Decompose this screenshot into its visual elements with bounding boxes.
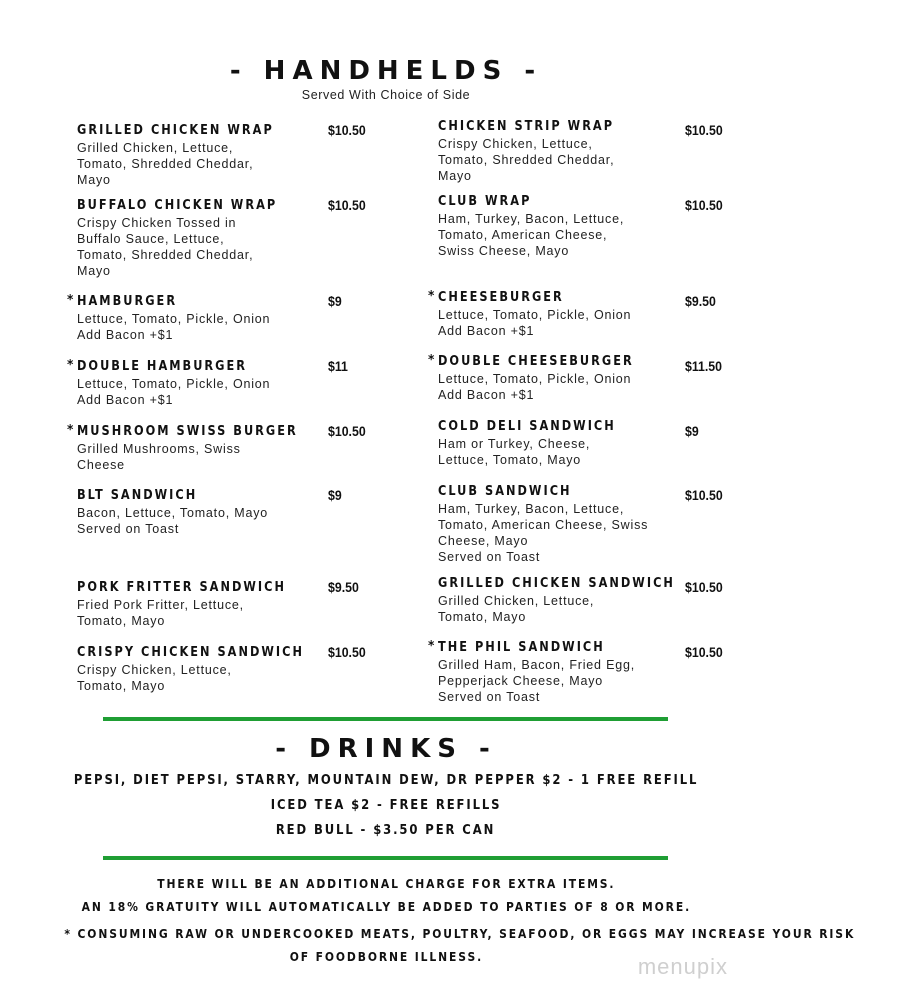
drinks-title: - DRINKS - — [275, 734, 497, 764]
item-price: $10.50 — [685, 644, 723, 660]
item-name: CLUB WRAP — [438, 193, 532, 209]
item-price: $10.50 — [328, 423, 366, 439]
item-price: $9.50 — [328, 579, 359, 595]
item-star: * — [67, 422, 76, 438]
item-name: CHICKEN STRIP WRAP — [438, 118, 615, 134]
item-price: $10.50 — [685, 579, 723, 595]
drinks-line-text: ICED TEA $2 - FREE REFILLS — [270, 797, 502, 813]
item-price: $10.50 — [328, 122, 366, 138]
item-description: Lettuce, Tomato, Pickle, Onion Add Bacon +$1 — [77, 377, 271, 407]
item-description: Lettuce, Tomato, Pickle, Onion Add Bacon +$1 — [438, 308, 632, 338]
item-name: CHEESEBURGER — [438, 289, 564, 305]
item-price: $9 — [685, 423, 699, 439]
drinks-line — [0, 797, 772, 813]
menu-item — [67, 422, 340, 473]
item-name: BUFFALO CHICKEN WRAP — [77, 197, 278, 213]
item-name: PORK FRITTER SANDWICH — [77, 579, 287, 595]
item-name: CRISPY CHICKEN SANDWICH — [77, 644, 304, 660]
section-divider — [103, 856, 668, 860]
menu-item — [438, 192, 624, 259]
item-description: Fried Pork Fritter, Lettuce, Tomato, Mayo — [77, 598, 244, 628]
handhelds-title: - HANDHELDS - — [229, 56, 543, 86]
item-star: * — [428, 638, 437, 654]
menu-item — [438, 574, 720, 625]
menu-item — [77, 578, 326, 629]
item-star: * — [428, 352, 437, 368]
item-name: GRILLED CHICKEN SANDWICH — [438, 575, 675, 591]
item-price: $10.50 — [685, 487, 723, 503]
item-price: $9 — [328, 293, 342, 309]
item-description: Grilled Chicken, Lettuce, Tomato, Mayo — [438, 594, 595, 624]
drinks-line — [0, 772, 772, 788]
item-name: MUSHROOM SWISS BURGER — [77, 423, 298, 439]
item-price: $10.50 — [685, 122, 723, 138]
note-text: * CONSUMING RAW OR UNDERCOOKED MEATS, POULTRY, SEAFOOD, OR EGGS MAY INCREASE YOUR RISK — [64, 926, 856, 941]
item-name: HAMBURGER — [77, 293, 178, 309]
item-name: DOUBLE HAMBURGER — [77, 358, 248, 374]
watermark-logo: menupix — [637, 954, 728, 979]
item-price: $9 — [328, 487, 342, 503]
menu-item — [67, 292, 271, 343]
note-text: THERE WILL BE AN ADDITIONAL CHARGE FOR EXTRA ITEMS. — [156, 876, 616, 891]
item-name: CLUB SANDWICH — [438, 483, 572, 499]
item-name: DOUBLE CHEESEBURGER — [438, 353, 634, 369]
menu-item — [428, 288, 632, 339]
section-divider — [103, 717, 668, 721]
menu-item — [77, 643, 347, 694]
drinks-line-text: PEPSI, DIET PEPSI, STARRY, MOUNTAIN DEW, DR PEPPER $2 - 1 FREE REFILL — [73, 772, 699, 788]
item-price: $10.50 — [328, 197, 366, 213]
item-description: Ham, Turkey, Bacon, Lettuce, Tomato, American Cheese, Swiss Cheese, Mayo Served on Toast — [438, 502, 649, 564]
menu-item — [67, 357, 279, 408]
item-description: Lettuce, Tomato, Pickle, Onion Add Bacon +$1 — [77, 312, 271, 342]
menu-item — [77, 486, 268, 537]
drinks-line — [0, 822, 772, 838]
menu-item — [428, 638, 637, 705]
menu-item — [438, 117, 648, 184]
item-star: * — [67, 357, 76, 373]
item-star: * — [428, 288, 437, 304]
item-name: BLT SANDWICH — [77, 487, 198, 503]
item-price: $10.50 — [685, 197, 723, 213]
item-price: $10.50 — [328, 644, 366, 660]
item-description: Crispy Chicken Tossed in Buffalo Sauce, Lettuce, Tomato, Shredded Cheddar, Mayo — [77, 216, 254, 278]
item-description: Grilled Ham, Bacon, Fried Egg, Pepperjack Cheese, Mayo Served on Toast — [438, 658, 635, 704]
note-line — [0, 899, 772, 914]
menu-item — [77, 196, 315, 279]
item-description: Ham or Turkey, Cheese, Lettuce, Tomato, Mayo — [438, 437, 591, 467]
item-description: Bacon, Lettuce, Tomato, Mayo Served on Toast — [77, 506, 269, 536]
menu-item — [428, 352, 671, 403]
item-price: $11 — [328, 358, 348, 374]
note-text: OF FOODBORNE ILLNESS. — [289, 949, 483, 964]
item-name: COLD DELI SANDWICH — [438, 418, 616, 434]
menu-item — [438, 482, 648, 565]
note-line — [0, 876, 772, 891]
item-description: Crispy Chicken, Lettuce, Tomato, Shredded Cheddar, Mayo — [438, 137, 615, 183]
item-name: THE PHIL SANDWICH — [438, 639, 605, 655]
drinks-line-text: RED BULL - $3.50 PER CAN — [276, 822, 496, 838]
menu-item — [438, 417, 650, 468]
item-price: $9.50 — [685, 293, 716, 309]
item-description: Lettuce, Tomato, Pickle, Onion Add Bacon +$1 — [438, 372, 632, 402]
item-description: Ham, Turkey, Bacon, Lettuce, Tomato, American Cheese, Swiss Cheese, Mayo — [438, 212, 625, 258]
item-description: Crispy Chicken, Lettuce, Tomato, Mayo — [77, 663, 232, 693]
item-star: * — [67, 292, 76, 308]
menu-item — [77, 121, 311, 188]
handhelds-subtitle: Served With Choice of Side — [301, 88, 471, 102]
note-line — [0, 926, 856, 941]
item-description: Grilled Mushrooms, Swiss Cheese — [77, 442, 241, 472]
note-text: AN 18% GRATUITY WILL AUTOMATICALLY BE ADDED TO PARTIES OF 8 OR MORE. — [81, 899, 691, 914]
item-name: GRILLED CHICKEN WRAP — [77, 122, 274, 138]
item-price: $11.50 — [685, 358, 723, 374]
item-description: Grilled Chicken, Lettuce, Tomato, Shredded Cheddar, Mayo — [77, 141, 254, 187]
